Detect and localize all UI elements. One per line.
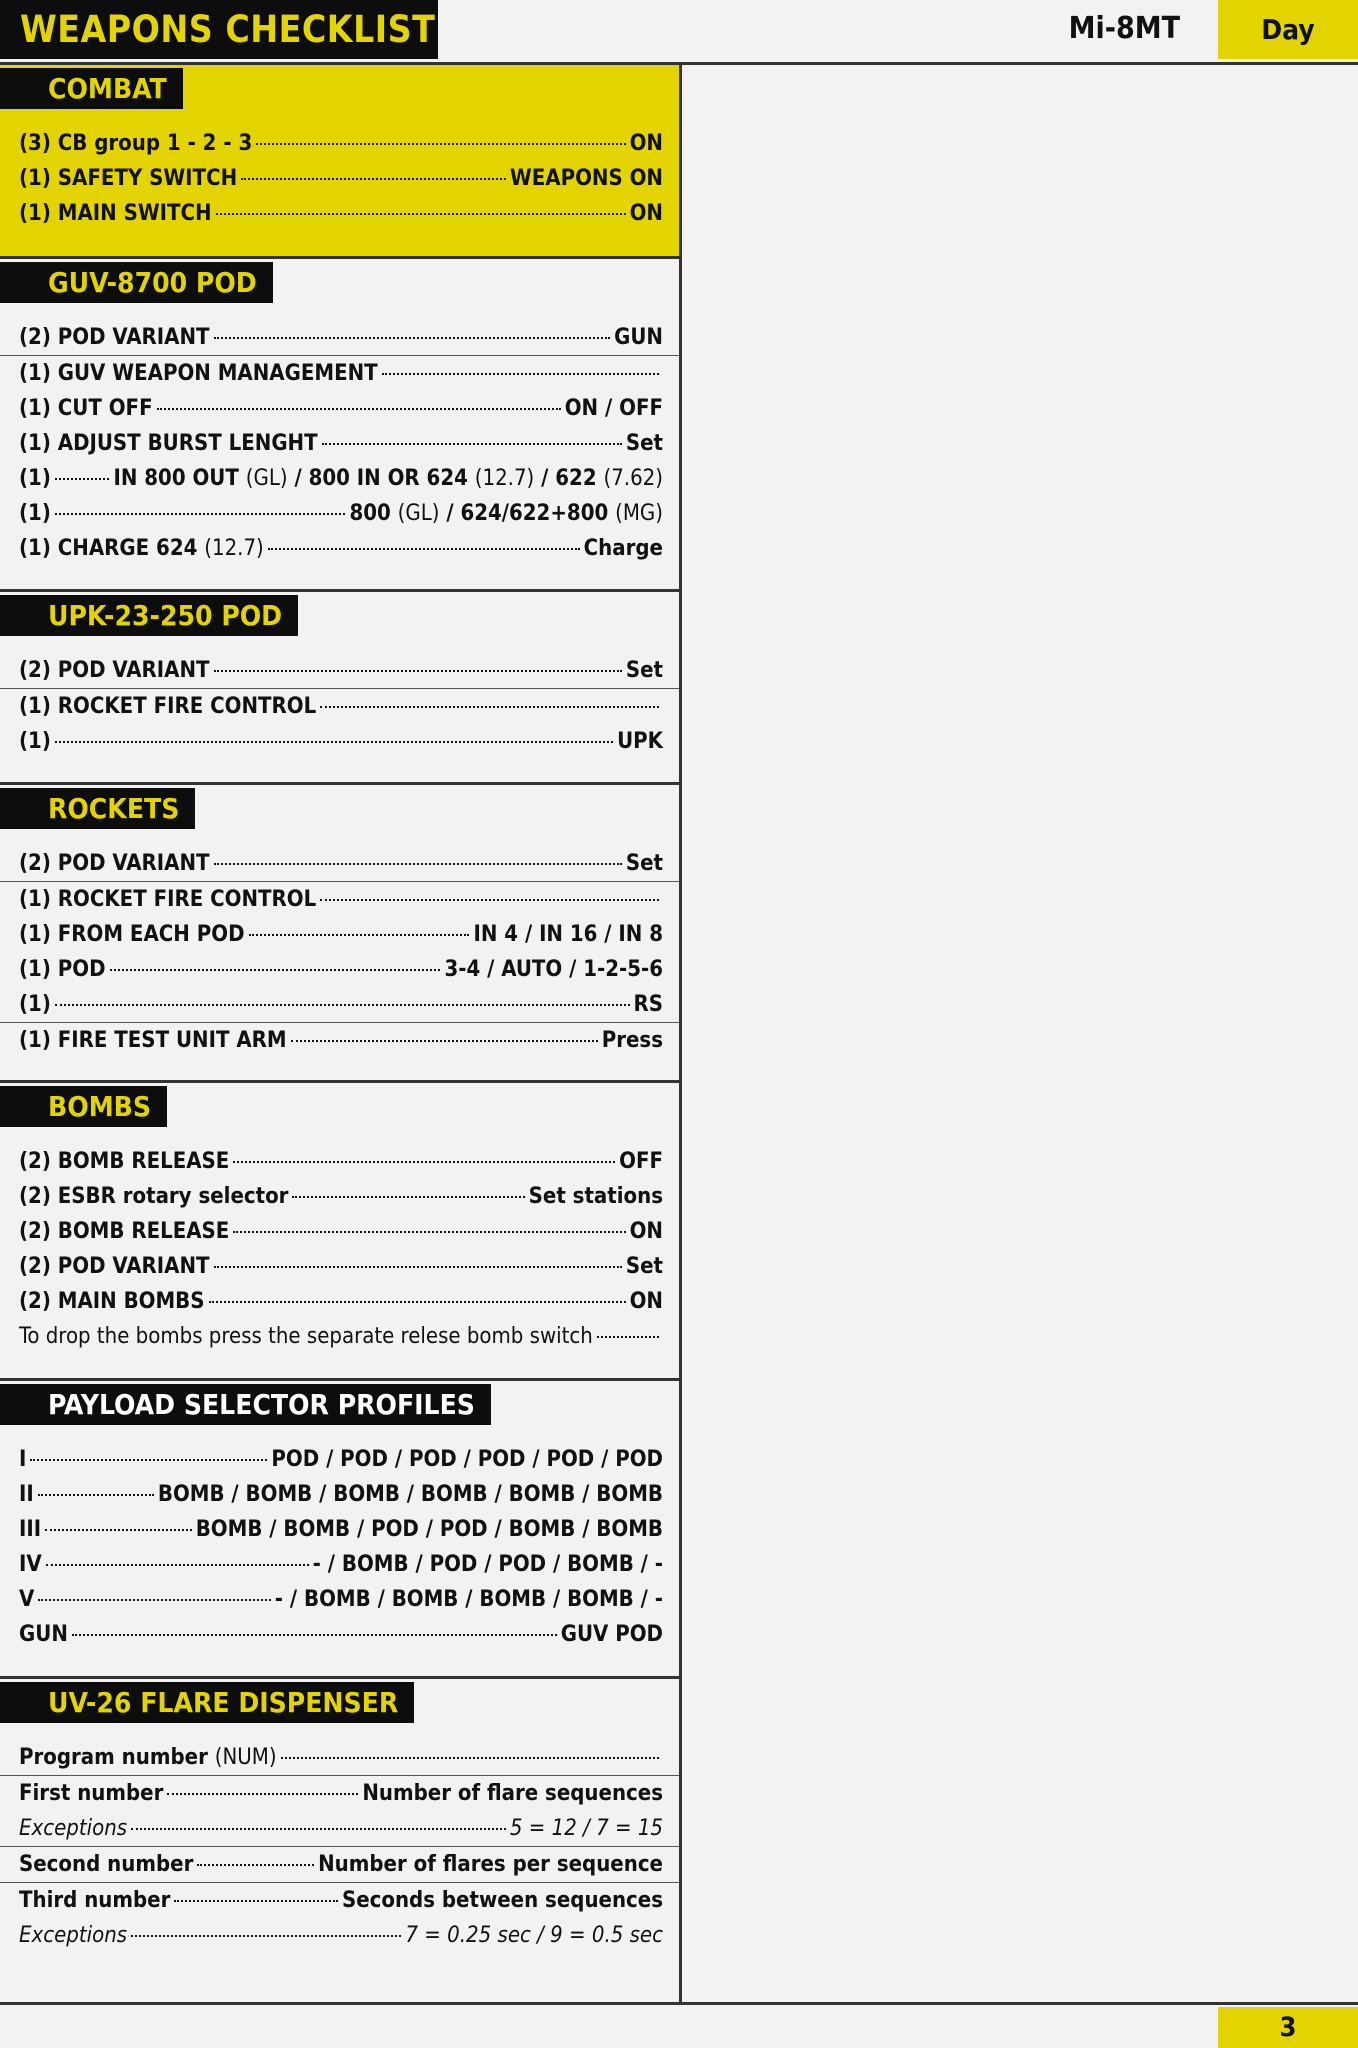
row-value: GUN <box>614 325 663 350</box>
section-guv-pod <box>0 259 679 592</box>
row-value: - / BOMB / BOMB / BOMB / BOMB / - <box>274 1587 663 1612</box>
row-value: RS <box>633 992 663 1017</box>
section-rockets <box>0 785 679 1083</box>
section-title: COMBAT <box>0 68 183 109</box>
checklist-row <box>0 531 679 566</box>
section-title: GUV-8700 POD <box>0 262 273 303</box>
row-label: (1) ROCKET FIRE CONTROL <box>19 694 317 719</box>
row-label: (2) POD VARIANT <box>19 851 210 876</box>
checklist-row <box>0 1214 679 1249</box>
checklist-row <box>0 952 679 987</box>
checklist-row <box>0 1284 679 1319</box>
row-label: (1) SAFETY SWITCH <box>19 166 238 191</box>
row-value: Set <box>625 658 663 683</box>
row-label: Exceptions <box>19 1923 128 1948</box>
row-value: Set <box>625 431 663 456</box>
row-value: IN 800 OUT (GL) / 800 IN OR 624 (12.7) / 622 (7.62) <box>113 466 663 491</box>
checklist-column <box>0 65 679 1948</box>
checklist-row <box>0 1477 679 1512</box>
row-value: GUV POD <box>560 1622 663 1647</box>
column-divider <box>679 62 682 2005</box>
row-label: IV <box>19 1552 42 1577</box>
section-bombs <box>0 1083 679 1381</box>
row-label: (2) MAIN BOMBS <box>19 1289 205 1314</box>
row-label: Second number <box>19 1852 194 1877</box>
mode-badge: Day <box>1218 0 1358 59</box>
section-uv26-flare-dispenser <box>0 1679 679 1948</box>
row-value: Set stations <box>528 1184 663 1209</box>
checklist-row <box>0 355 679 391</box>
checklist-row <box>0 1022 679 1058</box>
checklist-row <box>0 1512 679 1547</box>
checklist-row <box>0 1319 679 1354</box>
checklist-row <box>0 461 679 496</box>
row-label: GUN <box>19 1622 68 1647</box>
row-label: (1) FROM EACH POD <box>19 922 245 947</box>
checklist-row <box>0 688 679 724</box>
checklist-row <box>0 881 679 917</box>
row-value: - / BOMB / POD / POD / BOMB / - <box>312 1552 663 1577</box>
row-label: (2) POD VARIANT <box>19 658 210 683</box>
row-value: IN 4 / IN 16 / IN 8 <box>473 922 663 947</box>
section-title: UPK-23-250 POD <box>0 595 298 636</box>
checklist-row <box>0 161 679 196</box>
row-value: 3-4 / AUTO / 1-2-5-6 <box>444 957 663 982</box>
row-label: (1) <box>19 501 51 526</box>
row-value: ON <box>629 1289 663 1314</box>
row-value: Set <box>625 1254 663 1279</box>
row-label: (2) BOMB RELEASE <box>19 1219 230 1244</box>
row-value: OFF <box>619 1149 663 1174</box>
checklist-row <box>0 1249 679 1284</box>
row-value: ON <box>629 201 663 226</box>
row-label: (2) ESBR rotary selector <box>19 1184 289 1209</box>
section-title: PAYLOAD SELECTOR PROFILES <box>0 1384 491 1425</box>
checklist-row <box>0 846 679 881</box>
row-value: BOMB / BOMB / POD / POD / BOMB / BOMB <box>195 1517 663 1542</box>
row-value: Seconds between sequences <box>341 1888 663 1913</box>
row-value: WEAPONS ON <box>509 166 663 191</box>
row-value: Number of flare sequences <box>362 1781 663 1806</box>
section-combat <box>0 65 679 259</box>
row-label: II <box>19 1482 34 1507</box>
checklist-row <box>0 987 679 1022</box>
row-value: ON <box>629 1219 663 1244</box>
row-label: To drop the bombs press the separate relese bomb switch <box>19 1324 593 1349</box>
row-label: I <box>19 1447 27 1472</box>
checklist-row <box>0 496 679 531</box>
checklist-row <box>0 1775 679 1811</box>
row-value: ON <box>629 131 663 156</box>
row-label: Third number <box>19 1888 171 1913</box>
row-value: 5 = 12 / 7 = 15 <box>509 1816 663 1841</box>
checklist-row <box>0 724 679 759</box>
row-value: Charge <box>583 536 663 561</box>
row-label: (1) GUV WEAPON MANAGEMENT <box>19 361 378 386</box>
row-label: (1) MAIN SWITCH <box>19 201 212 226</box>
row-label: (3) CB group 1 - 2 - 3 <box>19 131 253 156</box>
row-value: POD / POD / POD / POD / POD / POD <box>271 1447 663 1472</box>
row-value: 7 = 0.25 sec / 9 = 0.5 sec <box>405 1923 663 1948</box>
row-label: (2) BOMB RELEASE <box>19 1149 230 1174</box>
row-label: (1) <box>19 992 51 1017</box>
bottom-divider <box>0 2002 1358 2005</box>
checklist-row <box>0 1882 679 1918</box>
checklist-row <box>0 1179 679 1214</box>
checklist-row <box>0 1811 679 1846</box>
checklist-row <box>0 1918 679 1953</box>
row-label: (1) <box>19 466 51 491</box>
row-label: (1) ADJUST BURST LENGHT <box>19 431 318 456</box>
row-value: Set <box>625 851 663 876</box>
checklist-row <box>0 126 679 161</box>
row-value: Press <box>601 1028 663 1053</box>
checklist-row <box>0 917 679 952</box>
page-title: WEAPONS CHECKLIST <box>0 0 438 59</box>
row-label: (1) CUT OFF <box>19 396 153 421</box>
row-value: ON / OFF <box>564 396 663 421</box>
checklist-row <box>0 426 679 461</box>
row-value: Number of flares per sequence <box>318 1852 663 1877</box>
row-label: (2) POD VARIANT <box>19 1254 210 1279</box>
checklist-row <box>0 196 679 231</box>
checklist-row <box>0 1846 679 1882</box>
row-label: Exceptions <box>19 1816 128 1841</box>
section-title: ROCKETS <box>0 788 195 829</box>
checklist-row <box>0 1740 679 1775</box>
page-number: 3 <box>1218 2007 1358 2048</box>
checklist-row <box>0 653 679 688</box>
row-value: BOMB / BOMB / BOMB / BOMB / BOMB / BOMB <box>157 1482 663 1507</box>
row-label: (1) ROCKET FIRE CONTROL <box>19 887 317 912</box>
row-label: (1) POD <box>19 957 106 982</box>
row-value: 800 (GL) / 624/622+800 (MG) <box>349 501 663 526</box>
checklist-row <box>0 1144 679 1179</box>
row-label: First number <box>19 1781 164 1806</box>
row-label: (2) POD VARIANT <box>19 325 210 350</box>
checklist-row <box>0 1442 679 1477</box>
row-label: (1) <box>19 729 51 754</box>
aircraft-label: Mi-8MT <box>1068 11 1180 46</box>
checklist-row <box>0 1582 679 1617</box>
section-title: BOMBS <box>0 1086 167 1127</box>
checklist-row <box>0 1617 679 1652</box>
row-value: UPK <box>617 729 663 754</box>
section-upk-pod <box>0 592 679 785</box>
row-label: (1) FIRE TEST UNIT ARM <box>19 1028 287 1053</box>
row-label: (1) CHARGE 624 (12.7) <box>19 536 264 561</box>
checklist-row <box>0 320 679 355</box>
row-label: III <box>19 1517 42 1542</box>
section-title: UV-26 FLARE DISPENSER <box>0 1682 414 1723</box>
row-label: V <box>19 1587 35 1612</box>
checklist-row <box>0 391 679 426</box>
checklist-row <box>0 1547 679 1582</box>
row-label: Program number (NUM) <box>19 1745 277 1770</box>
section-payload-profiles <box>0 1381 679 1679</box>
